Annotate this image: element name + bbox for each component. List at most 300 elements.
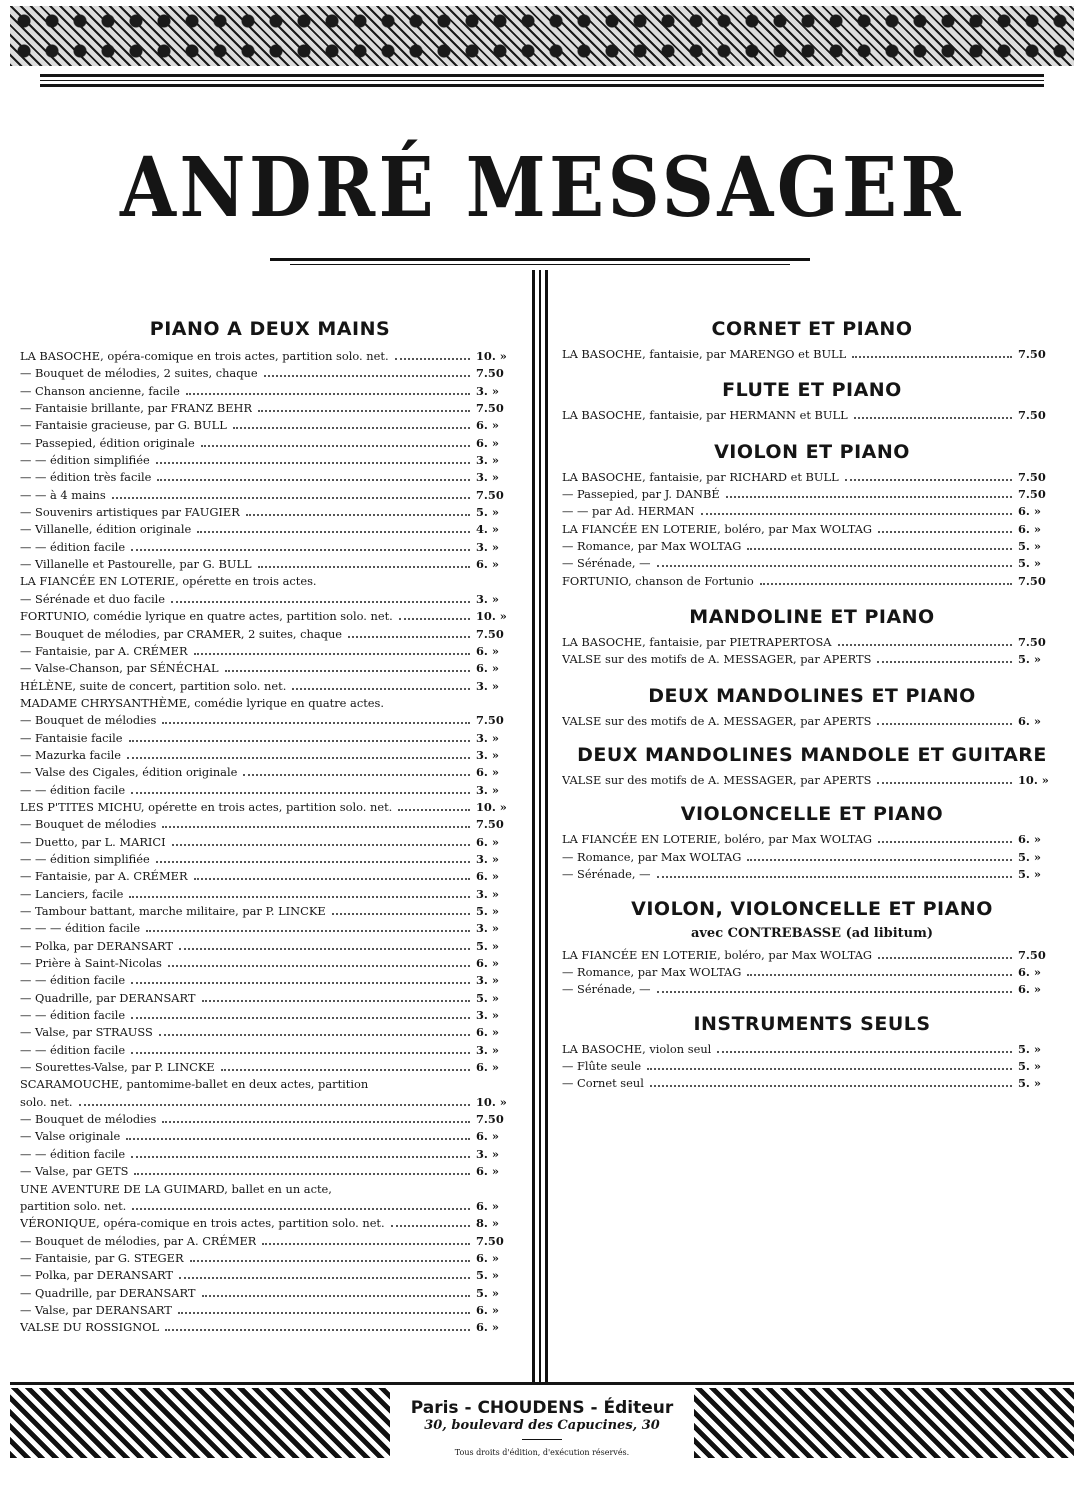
- price-row: [20, 435, 520, 452]
- leader-dots: [112, 497, 470, 499]
- top-rule: [40, 74, 1044, 77]
- leader-dots: [179, 1277, 470, 1279]
- leader-dots: [190, 1260, 470, 1262]
- leader-dots: [878, 841, 1012, 843]
- leader-dots: [877, 723, 1012, 725]
- price-row-label: — Flûte seule: [562, 1058, 642, 1073]
- price-value: 6. »: [476, 1198, 499, 1213]
- price-value: 7.50: [476, 713, 504, 728]
- price-value: 3. »: [476, 453, 499, 468]
- price-row-label: — Bouquet de mélodies: [20, 1112, 157, 1127]
- price-value: 6. »: [476, 1060, 499, 1075]
- price-row-label: — Valse des Cigales, édition originale: [20, 765, 238, 780]
- price-value: 7.50: [1018, 947, 1046, 962]
- price-row: [20, 539, 520, 556]
- leader-dots: [131, 1017, 470, 1019]
- price-value: 6. »: [1018, 504, 1041, 519]
- leader-dots: [159, 1034, 470, 1036]
- price-row-label: — Duetto, par L. MARICI: [20, 834, 166, 849]
- price-row: [20, 348, 520, 365]
- price-row: [562, 573, 1062, 590]
- price-row: [562, 772, 1062, 789]
- price-value: 3. »: [476, 1146, 499, 1161]
- leader-dots: [156, 861, 470, 863]
- price-row: [20, 521, 520, 538]
- section-heading: MANDOLINE ET PIANO: [689, 606, 935, 629]
- price-value: 7.50: [476, 1112, 504, 1127]
- price-row-label: — — édition facile: [20, 539, 126, 554]
- price-value: 6. »: [476, 1320, 499, 1335]
- price-row-label: — Romance, par Max WOLTAG: [562, 964, 742, 979]
- leader-dots: [845, 479, 1012, 481]
- price-value: 7.50: [476, 626, 504, 641]
- price-value: 10. »: [476, 799, 507, 814]
- price-value: 3. »: [476, 678, 499, 693]
- price-row-label: — — édition facile: [20, 973, 126, 988]
- price-row: [20, 556, 520, 573]
- price-value: 4. »: [476, 522, 499, 537]
- section-subheading: avec CONTREBASSE (ad libitum): [690, 925, 934, 941]
- leader-dots: [156, 462, 470, 464]
- price-row-label: LA BASOCHE, fantaisie, par MARENGO et BULL: [562, 347, 847, 361]
- page-title: ANDRÉ MESSAGER: [119, 140, 965, 236]
- price-row-label: VALSE DU ROSSIGNOL: [20, 1320, 160, 1335]
- leader-dots: [264, 375, 470, 377]
- price-row-label: — Romance, par Max WOLTAG: [562, 539, 742, 554]
- leader-dots: [165, 1329, 470, 1331]
- price-value: 6. »: [476, 1129, 499, 1144]
- price-row-label: UNE AVENTURE DE LA GUIMARD, ballet en un acte,: [20, 1181, 332, 1196]
- section-heading: FLUTE ET PIANO: [722, 379, 902, 402]
- price-row: [562, 346, 1062, 363]
- price-row-label: — Fantaisie gracieuse, par G. BULL: [20, 418, 227, 433]
- price-value: 3. »: [476, 1042, 499, 1057]
- price-value: 5. »: [1018, 849, 1041, 864]
- leader-dots: [201, 445, 470, 447]
- price-row: [20, 1198, 520, 1215]
- price-row-label: — Mazurka facile: [20, 747, 121, 762]
- leader-dots: [398, 809, 470, 811]
- price-row: [20, 712, 520, 729]
- price-row: [562, 538, 1062, 555]
- price-row: [20, 886, 520, 903]
- price-row: [20, 695, 520, 712]
- price-row: [20, 730, 520, 747]
- price-row: [562, 713, 1062, 730]
- price-value: 6. »: [476, 557, 499, 572]
- price-row: [562, 555, 1062, 572]
- leader-dots: [171, 601, 470, 603]
- price-row-label: — Passepied, par J. DANBÉ: [562, 487, 720, 502]
- leader-dots: [246, 514, 470, 516]
- price-row-label: — Bouquet de mélodies, 2 suites, chaque: [20, 366, 258, 381]
- leader-dots: [747, 974, 1012, 976]
- price-row: [562, 1075, 1062, 1092]
- price-row: [20, 400, 520, 417]
- price-row: [20, 365, 520, 382]
- price-row-label: — Polka, par DERANSART: [20, 1268, 174, 1283]
- leader-dots: [760, 583, 1012, 585]
- leader-dots: [168, 965, 470, 967]
- leader-dots: [395, 358, 470, 360]
- price-row-label: — — édition simplifiée: [20, 453, 150, 468]
- price-value: 6. »: [476, 435, 499, 450]
- price-value: 3. »: [476, 973, 499, 988]
- price-row: [20, 573, 520, 590]
- price-row-label: — Prière à Saint-Nicolas: [20, 956, 162, 971]
- price-value: 7.50: [1018, 573, 1046, 588]
- title-underline: [270, 258, 810, 261]
- leader-dots: [79, 1104, 470, 1106]
- leader-dots: [157, 479, 470, 481]
- price-row-label: LA FIANCÉE EN LOTERIE, boléro, par Max WOLTAG: [562, 947, 873, 962]
- leader-dots: [650, 1085, 1012, 1087]
- price-value: 3. »: [476, 591, 499, 606]
- price-row: [20, 504, 520, 521]
- price-row: [562, 407, 1062, 424]
- price-value: 3. »: [476, 730, 499, 745]
- price-value: 3. »: [476, 921, 499, 936]
- price-row-label: VÉRONIQUE, opéra-comique en trois actes, partition solo. net.: [20, 1216, 385, 1231]
- price-row: [20, 417, 520, 434]
- rights-notice: Tous droits d'édition, d'exécution réservés.: [454, 1448, 630, 1457]
- price-value: 5. »: [476, 1268, 499, 1283]
- price-row: [20, 626, 520, 643]
- leader-dots: [194, 653, 470, 655]
- section-heading: VIOLON ET PIANO: [714, 440, 910, 463]
- price-row-label: — — édition simplifiée: [20, 851, 150, 866]
- price-row: [20, 903, 520, 920]
- price-row: [20, 1181, 520, 1198]
- price-row-label: LA FIANCÉE EN LOTERIE, opérette en trois actes.: [20, 574, 317, 589]
- leader-dots: [172, 844, 470, 846]
- price-value: 5. »: [476, 938, 499, 953]
- leader-dots: [701, 513, 1012, 515]
- leader-dots: [131, 1156, 470, 1158]
- price-value: 5. »: [1018, 1058, 1041, 1073]
- leader-dots: [726, 496, 1012, 498]
- footer-ornament-left: [10, 1388, 390, 1458]
- price-row-label: FORTUNIO, chanson de Fortunio: [562, 573, 754, 588]
- price-row: [20, 452, 520, 469]
- price-row-label: LA BASOCHE, fantaisie, par PIETRAPERTOSA: [562, 635, 832, 650]
- leader-dots: [878, 531, 1012, 533]
- price-row-label: LA BASOCHE, fantaisie, par HERMANN et BULL: [562, 408, 848, 423]
- price-row: [20, 1146, 520, 1163]
- price-row: [20, 816, 520, 833]
- price-row-label: — Sérénade, —: [562, 867, 651, 882]
- price-row-label: — Lanciers, facile: [20, 886, 124, 901]
- price-row: [20, 643, 520, 660]
- price-row-label: — Fantaisie brillante, par FRANZ BEHR: [20, 401, 253, 416]
- price-value: 3. »: [476, 539, 499, 554]
- price-row: [20, 1285, 520, 1302]
- leader-dots: [348, 636, 470, 638]
- price-row: [20, 1076, 520, 1093]
- leader-dots: [233, 427, 470, 429]
- leader-dots: [221, 1069, 470, 1071]
- price-row-label: solo. net.: [20, 1094, 73, 1109]
- price-value: 10. »: [476, 349, 507, 363]
- left-column: [20, 318, 520, 1337]
- price-row: [562, 503, 1062, 520]
- leader-dots: [243, 774, 470, 776]
- price-value: 3. »: [476, 886, 499, 901]
- price-row: [20, 834, 520, 851]
- price-row: [562, 947, 1062, 964]
- price-row-label: — Romance, par Max WOLTAG: [562, 849, 742, 864]
- price-row-label: — Polka, par DERANSART: [20, 938, 174, 953]
- price-value: 6. »: [1018, 832, 1041, 847]
- price-value: 5. »: [476, 505, 499, 520]
- leader-dots: [132, 1208, 470, 1210]
- price-value: 6. »: [476, 1250, 499, 1265]
- price-value: 5. »: [1018, 539, 1041, 554]
- price-value: 7.50: [476, 366, 504, 381]
- price-row: [562, 634, 1062, 651]
- price-row: [20, 1042, 520, 1059]
- price-value: 6. »: [1018, 521, 1041, 536]
- price-row: [20, 920, 520, 937]
- price-row-label: FORTUNIO, comédie lyrique en quatre actes, partition solo. net.: [20, 609, 393, 624]
- price-row-label: — Souvenirs artistiques par FAUGIER: [20, 505, 240, 520]
- leader-dots: [717, 1051, 1012, 1053]
- price-row-label: — Cornet seul: [562, 1076, 644, 1091]
- leader-dots: [186, 393, 470, 395]
- price-row-label: — — par Ad. HERMAN: [562, 504, 695, 519]
- price-value: 5. »: [476, 904, 499, 918]
- section-heading: VIOLON, VIOLONCELLE ET PIANO: [631, 897, 993, 920]
- price-value: 3. »: [476, 782, 499, 797]
- leader-dots: [647, 1068, 1012, 1070]
- leader-dots: [179, 948, 470, 950]
- price-row: [20, 1094, 520, 1111]
- price-row: [20, 1163, 520, 1180]
- price-row: [20, 608, 520, 625]
- price-value: 7.50: [476, 401, 504, 416]
- leader-dots: [131, 549, 470, 551]
- price-row: [562, 964, 1062, 981]
- price-row: [20, 938, 520, 955]
- price-value: 5. »: [1018, 1076, 1041, 1091]
- price-row-label: — Villanelle et Pastourelle, par G. BULL: [20, 557, 252, 572]
- price-value: 6. »: [476, 1302, 499, 1317]
- price-row: [20, 469, 520, 486]
- price-row-label: — Sérénade et duo facile: [20, 591, 165, 606]
- price-row-label: — Bouquet de mélodies: [20, 817, 157, 832]
- leader-dots: [258, 566, 470, 568]
- price-row-label: LA BASOCHE, fantaisie, par RICHARD et BULL: [562, 469, 839, 484]
- price-row: [562, 866, 1062, 883]
- leader-dots: [292, 688, 470, 690]
- price-row: [20, 1302, 520, 1319]
- leader-dots: [838, 644, 1012, 646]
- top-rule-thin: [40, 80, 1044, 81]
- leader-dots: [162, 1121, 470, 1123]
- leader-dots: [134, 1173, 470, 1175]
- price-value: 5. »: [1018, 556, 1041, 571]
- leader-dots: [178, 1312, 470, 1314]
- price-row: [562, 981, 1062, 998]
- section-heading: INSTRUMENTS SEULS: [693, 1012, 931, 1035]
- price-row-label: VALSE sur des motifs de A. MESSAGER, par APERTS: [562, 773, 872, 788]
- leader-dots: [877, 661, 1012, 663]
- price-row-label: — — édition facile: [20, 782, 126, 797]
- price-row: [20, 1319, 520, 1336]
- section-heading-piano: PIANO A DEUX MAINS: [149, 318, 391, 340]
- price-value: 3. »: [476, 1008, 499, 1023]
- price-row: [562, 521, 1062, 538]
- leader-dots: [126, 1138, 470, 1140]
- price-value: 6. »: [476, 869, 499, 884]
- column-divider: [532, 270, 548, 1385]
- price-row: [562, 1041, 1062, 1058]
- price-row-label: — Sérénade, —: [562, 982, 651, 997]
- price-row-label: — Bouquet de mélodies: [20, 713, 157, 728]
- price-row: [20, 1233, 520, 1250]
- price-row: [562, 469, 1062, 486]
- price-row-label: — — à 4 mains: [20, 487, 106, 502]
- price-row: [20, 591, 520, 608]
- leader-dots: [854, 417, 1012, 419]
- top-rule-2: [40, 84, 1044, 87]
- price-row-label: partition solo. net.: [20, 1198, 127, 1213]
- leader-dots: [131, 792, 470, 794]
- leader-dots: [129, 740, 470, 742]
- price-row-label: LA FIANCÉE EN LOTERIE, boléro, par Max WOLTAG: [562, 521, 873, 536]
- footer-rule: [10, 1382, 1074, 1385]
- price-row-label: LA BASOCHE, violon seul: [562, 1041, 712, 1056]
- price-row-label: — Passepied, édition originale: [20, 435, 195, 450]
- section-heading: DEUX MANDOLINES MANDOLE ET GUITARE: [577, 744, 1047, 767]
- price-row-label: — Valse originale: [20, 1129, 121, 1144]
- leader-dots: [657, 991, 1012, 993]
- price-value: 10. »: [1018, 773, 1049, 788]
- price-row-label: — Quadrille, par DERANSART: [20, 1285, 196, 1300]
- price-value: 6. »: [1018, 713, 1041, 728]
- price-row: [20, 1215, 520, 1232]
- price-value: 3. »: [476, 851, 499, 866]
- price-row-label: — — édition facile: [20, 1042, 126, 1057]
- price-row: [20, 1111, 520, 1128]
- price-value: 6. »: [1018, 982, 1041, 997]
- price-value: 5. »: [1018, 1041, 1041, 1056]
- price-value: 3. »: [476, 383, 499, 398]
- leader-dots: [162, 722, 470, 724]
- price-row: [20, 487, 520, 504]
- leader-dots: [657, 876, 1012, 878]
- price-row-label: LA FIANCÉE EN LOTERIE, boléro, par Max WOLTAG: [562, 832, 873, 847]
- price-row: [20, 799, 520, 816]
- price-value: 6. »: [476, 1164, 499, 1179]
- price-row: [20, 1059, 520, 1076]
- leader-dots: [127, 757, 470, 759]
- price-row-label: — Tambour battant, marche militaire, par P. LINCKE: [20, 904, 326, 918]
- price-row-label: — — — édition facile: [20, 921, 141, 936]
- leader-dots: [877, 782, 1012, 784]
- price-value: 10. »: [476, 1094, 507, 1109]
- footer-mini-rule: [522, 1439, 562, 1440]
- leader-dots: [391, 1225, 470, 1227]
- price-value: 3. »: [476, 470, 499, 485]
- price-row: [20, 1250, 520, 1267]
- title-underline-thin: [290, 264, 790, 265]
- footer-ornament-right: [694, 1388, 1074, 1458]
- price-row: [562, 651, 1062, 668]
- price-row: [20, 1128, 520, 1145]
- leader-dots: [194, 878, 470, 880]
- section-heading: VIOLONCELLE ET PIANO: [680, 803, 944, 826]
- price-value: 5. »: [476, 990, 499, 1005]
- leader-dots: [162, 826, 470, 828]
- price-value: 7.50: [476, 817, 504, 832]
- price-value: 10. »: [476, 609, 507, 624]
- price-row-label: — Fantaisie, par G. STEGER: [20, 1250, 184, 1265]
- price-value: 5. »: [1018, 867, 1041, 882]
- price-row: [562, 486, 1062, 503]
- price-row: [20, 851, 520, 868]
- leader-dots: [131, 1052, 470, 1054]
- price-row-label: — Sérénade, —: [562, 556, 651, 571]
- price-row: [562, 1058, 1062, 1075]
- price-value: 7.50: [476, 1233, 504, 1248]
- top-ornament-border: [10, 6, 1074, 66]
- price-row-label: — Bouquet de mélodies, par CRAMER, 2 suites, chaque: [20, 626, 343, 641]
- price-row-label: HÉLÈNE, suite de concert, partition solo. net.: [20, 678, 287, 693]
- leader-dots: [202, 1295, 471, 1297]
- price-value: 7.50: [476, 487, 504, 502]
- leader-dots: [258, 410, 470, 412]
- price-row: [20, 1024, 520, 1041]
- price-row: [20, 972, 520, 989]
- price-value: 6. »: [476, 834, 499, 849]
- leader-dots: [225, 670, 470, 672]
- price-row-label: LA BASOCHE, opéra-comique en trois actes, partition solo. net.: [20, 349, 389, 363]
- price-row: [20, 764, 520, 781]
- price-row: [20, 660, 520, 677]
- leader-dots: [202, 1000, 471, 1002]
- price-row-label: — Villanelle, édition originale: [20, 522, 192, 537]
- publisher-box: [398, 1398, 686, 1488]
- price-row: [562, 831, 1062, 848]
- price-row-label: — — édition facile: [20, 1008, 126, 1023]
- price-row-label: — Fantaisie facile: [20, 730, 123, 745]
- price-value: 6. »: [476, 661, 499, 676]
- price-row: [20, 868, 520, 885]
- leader-dots: [657, 565, 1012, 567]
- leader-dots: [131, 982, 470, 984]
- price-value: 6. »: [1018, 964, 1041, 979]
- leader-dots: [332, 913, 470, 915]
- price-row: [20, 990, 520, 1007]
- price-value: 5. »: [476, 1285, 499, 1300]
- price-value: 7.50: [1018, 408, 1046, 423]
- price-row-label: — Valse, par STRAUSS: [20, 1025, 153, 1040]
- leader-dots: [747, 548, 1012, 550]
- price-value: 6. »: [476, 643, 499, 658]
- leader-dots: [399, 618, 470, 620]
- leader-dots: [129, 896, 470, 898]
- price-row-label: — Valse, par DERANSART: [20, 1302, 172, 1317]
- price-value: 6. »: [476, 956, 499, 971]
- price-row: [20, 782, 520, 799]
- section-heading: DEUX MANDOLINES ET PIANO: [648, 684, 976, 707]
- publisher-name: Paris - CHOUDENS - Éditeur: [410, 1398, 674, 1418]
- leader-dots: [146, 930, 470, 932]
- price-row: [20, 1007, 520, 1024]
- price-row: [20, 955, 520, 972]
- price-row: [20, 383, 520, 400]
